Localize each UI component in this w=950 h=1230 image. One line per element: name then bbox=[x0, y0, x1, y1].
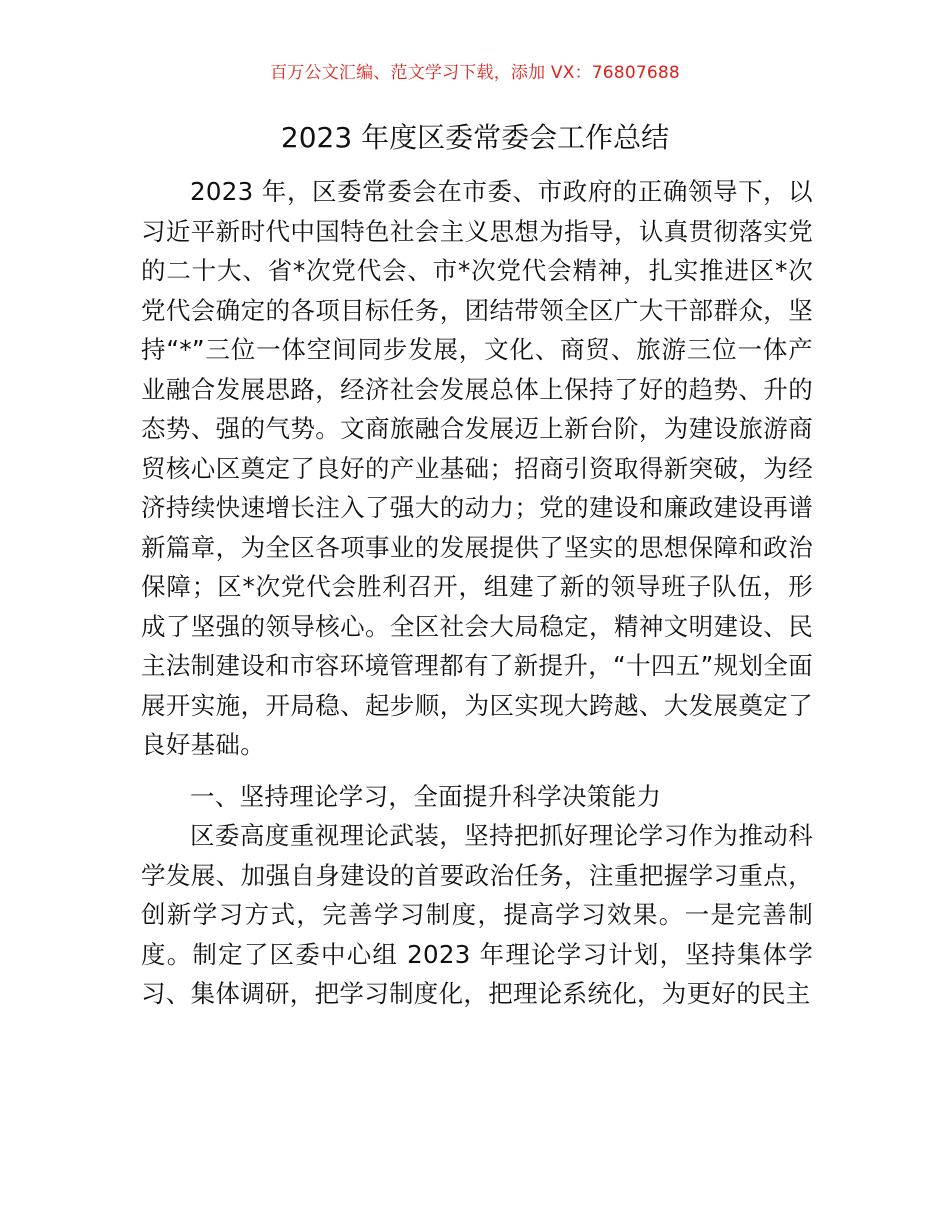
section-paragraph: 区委高度重视理论武装，坚持把抓好理论学习作为推动科学发展、加强自身建设的首要政治任务，注重把握学习重点，创新学习方式，完善学习制度，提高学习效果。一是完善制度。制定了区委中心组 2023 年理论学习计划，坚持集体学习、集体调研，把学习制度化，把理论系统化，为更好的民主 bbox=[141, 821, 813, 1008]
document-body bbox=[141, 172, 813, 1014]
intro-paragraph: 2023 年，区委常委会在市委、市政府的正确领导下，以习近平新时代中国特色社会主义思想为指导，认真贯彻落实党的二十大、省*次党代会、市*次党代会精神，扎实推进区*次党代会确定的各项目标任务，团结带领全区广大干部群众，坚持“*”三位一体空间同步发展，文化、商贸、旅游三位一体产业融合发展思路，经济社会发展总体上保持了好的趋势、升的态势、强的气势。文商旅融合发展迈上新台阶，为建设旅游商贸核心区奠定了良好的产业基础；招商引资取得新突破，为经济持续快速增长注入了强大的动力；党的建设和廉政建设再谱新篇章，为全区各项事业的发展提供了坚实的思想保障和政治保障；区*次党代会胜利召开，组建了新的领导班子队伍，形成了坚强的领导核心。全区社会大局稳定，精神文明建设、民主法制建设和市容环境管理都有了新提升，“十四五”规划全面展开实施，开局稳、起步顺，为区实现大跨越、大发展奠定了良好基础。 bbox=[141, 177, 813, 759]
header-promo-note: 百万公文汇编、范文学习下载，添加 VX：76807688 bbox=[270, 63, 680, 83]
document-title: 2023 年度区委常委会工作总结 bbox=[280, 121, 670, 154]
section-heading: 一、坚持理论学习，全面提升科学决策能力 bbox=[190, 781, 662, 811]
